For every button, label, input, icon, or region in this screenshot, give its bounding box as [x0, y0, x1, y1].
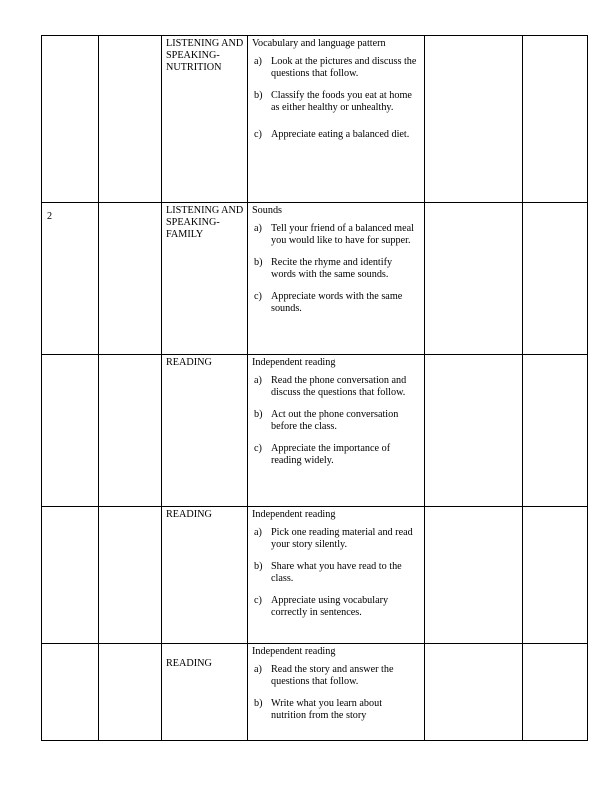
outcome-text: Read the story and answer the questions that follow.: [271, 664, 394, 687]
strand-cell: [162, 644, 248, 741]
empty-cell: [425, 644, 523, 741]
list-item: [252, 409, 420, 433]
week-cell: [42, 644, 99, 741]
strand-label: LISTENING AND SPEAKING- NUTRITION: [166, 38, 244, 73]
outcome-text: Tell your friend of a balanced meal you would like to have for supper.: [271, 223, 414, 246]
outcome-letter: b): [254, 90, 263, 101]
outcome-text: Appreciate the importance of reading widely.: [271, 443, 391, 466]
empty-cell: [425, 355, 523, 507]
outcome-list: [248, 527, 424, 619]
lesson-cell: [99, 36, 162, 203]
outcome-text: Write what you learn about nutrition from the story: [271, 698, 383, 721]
outcome-list: [248, 56, 424, 141]
sub-strand-title: Sounds: [252, 205, 283, 216]
outcome-text: Pick one reading material and read your story silently.: [271, 527, 413, 550]
empty-cell: [425, 507, 523, 644]
sub-strand-title: Independent reading: [252, 646, 336, 657]
week-number: [42, 507, 98, 515]
outcome-text: Appreciate words with the same sounds.: [271, 291, 403, 314]
outcomes-cell: [248, 355, 425, 507]
outcomes-cell: [248, 644, 425, 741]
outcome-text: Act out the phone conversation before the class.: [271, 409, 399, 432]
list-item: [252, 527, 420, 551]
list-item: [252, 223, 420, 247]
list-item: [252, 698, 420, 722]
outcome-letter: a): [254, 223, 262, 234]
empty-cell: [523, 644, 588, 741]
week-cell: [42, 355, 99, 507]
outcome-letter: a): [254, 527, 262, 538]
outcome-letter: c): [254, 595, 262, 606]
outcomes-cell: [248, 507, 425, 644]
list-item: [252, 129, 420, 141]
lesson-cell: [99, 203, 162, 355]
outcome-letter: a): [254, 56, 262, 67]
outcome-text: Appreciate eating a balanced diet.: [271, 129, 410, 140]
strand-label: LISTENING AND SPEAKING- FAMILY: [166, 205, 244, 240]
table-row: [42, 36, 588, 203]
outcome-letter: c): [254, 291, 262, 302]
scheme-of-work-table: [41, 35, 588, 741]
list-item: [252, 443, 420, 467]
week-cell: [42, 203, 99, 355]
strand-cell: [162, 203, 248, 355]
strand-cell: [162, 36, 248, 203]
strand-cell: [162, 355, 248, 507]
table-row: [42, 507, 588, 644]
outcome-list: [248, 375, 424, 467]
week-number: [42, 644, 98, 652]
strand-cell: [162, 507, 248, 644]
outcome-letter: b): [254, 409, 263, 420]
week-cell: [42, 36, 99, 203]
sub-strand-title: Independent reading: [252, 357, 336, 368]
outcome-letter: b): [254, 561, 263, 572]
strand-label: READING: [166, 509, 212, 520]
list-item: [252, 595, 420, 619]
empty-cell: [523, 355, 588, 507]
lesson-cell: [99, 644, 162, 741]
outcome-text: Read the phone conversation and discuss the questions that follow.: [271, 375, 407, 398]
list-item: [252, 291, 420, 315]
outcome-text: Recite the rhyme and identify words with the same sounds.: [271, 257, 393, 280]
outcome-text: Appreciate using vocabulary correctly in sentences.: [271, 595, 389, 618]
outcomes-cell: [248, 203, 425, 355]
outcome-text: Share what you have read to the class.: [271, 561, 402, 584]
lesson-cell: [99, 507, 162, 644]
outcome-letter: a): [254, 375, 262, 386]
outcome-list: [248, 223, 424, 315]
outcome-letter: c): [254, 443, 262, 454]
outcome-letter: b): [254, 698, 263, 709]
sub-strand-title: Independent reading: [252, 509, 336, 520]
strand-label: READING: [166, 658, 212, 669]
list-item: [252, 561, 420, 585]
week-number: [42, 36, 98, 44]
outcome-list: [248, 664, 424, 722]
table-row: [42, 355, 588, 507]
table-row: [42, 203, 588, 355]
sub-strand-title: Vocabulary and language pattern: [252, 38, 386, 49]
list-item: [252, 664, 420, 688]
lesson-cell: [99, 355, 162, 507]
outcome-letter: c): [254, 129, 262, 140]
list-item: [252, 90, 420, 114]
outcomes-cell: [248, 36, 425, 203]
week-cell: [42, 507, 99, 644]
empty-cell: [523, 36, 588, 203]
outcome-text: Look at the pictures and discuss the questions that follow.: [271, 56, 417, 79]
list-item: [252, 257, 420, 281]
outcome-letter: a): [254, 664, 262, 675]
empty-cell: [425, 203, 523, 355]
empty-cell: [425, 36, 523, 203]
week-number: 2: [47, 211, 53, 222]
outcome-letter: b): [254, 257, 263, 268]
week-number: [42, 355, 98, 363]
list-item: [252, 56, 420, 80]
outcome-text: Classify the foods you eat at home as either healthy or unhealthy.: [271, 90, 412, 113]
table-row: [42, 644, 588, 741]
empty-cell: [523, 507, 588, 644]
list-item: [252, 375, 420, 399]
empty-cell: [523, 203, 588, 355]
strand-label: READING: [166, 357, 212, 368]
